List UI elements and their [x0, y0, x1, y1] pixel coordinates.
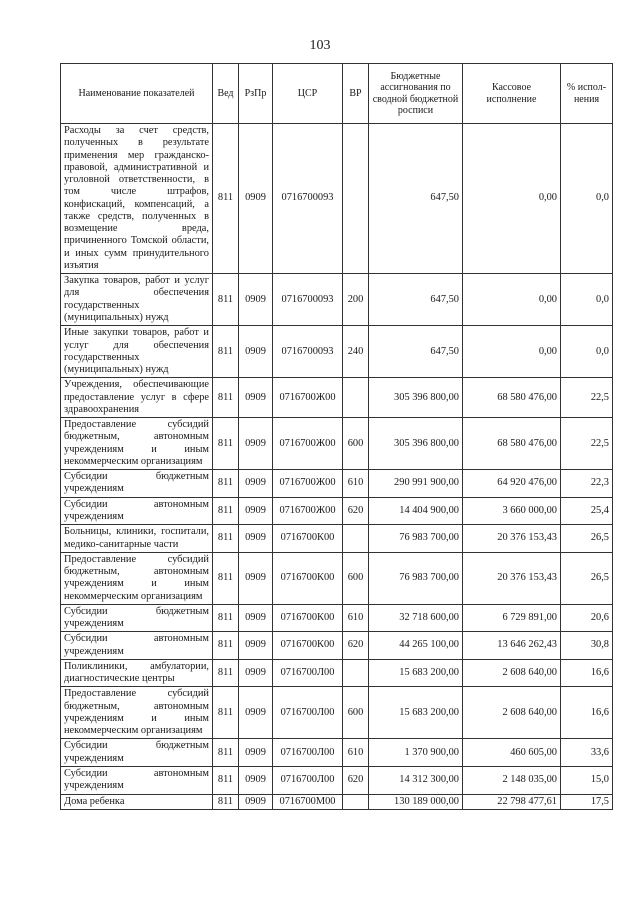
table-row: [61, 470, 613, 498]
row-rzpr: 0909: [239, 659, 273, 687]
row-csr: 0716700Ж00: [273, 378, 343, 418]
row-csr: 0716700Л00: [273, 767, 343, 795]
row-pct: 22,5: [561, 418, 613, 470]
row-ved: 811: [213, 659, 239, 687]
row-rzpr: 0909: [239, 552, 273, 604]
row-name: Закупка товаров, работ и услуг для обеспечения государственных (муниципальных) нужд: [61, 274, 213, 326]
row-name: Учреждения, обеспечивающие предоставление услуг в сфере здравоохранения: [61, 378, 213, 418]
row-rzpr: 0909: [239, 124, 273, 274]
row-ved: 811: [213, 525, 239, 553]
row-name: Иные закупки товаров, работ и услуг для обеспечения государственных (муниципальных) нужд: [61, 326, 213, 378]
row-rzpr: 0909: [239, 378, 273, 418]
row-name: Субсидии автономным учреждениям: [61, 632, 213, 660]
row-cash: 20 376 153,43: [463, 552, 561, 604]
row-rzpr: 0909: [239, 767, 273, 795]
row-pct: 22,3: [561, 470, 613, 498]
row-ved: 811: [213, 124, 239, 274]
row-ved: 811: [213, 497, 239, 525]
row-name: Субсидии бюджетным учреждениям: [61, 739, 213, 767]
row-ved: 811: [213, 739, 239, 767]
row-pct: 30,8: [561, 632, 613, 660]
row-pct: 0,0: [561, 124, 613, 274]
row-cash: 0,00: [463, 124, 561, 274]
row-vr: 610: [343, 739, 369, 767]
row-budget: 647,50: [369, 124, 463, 274]
table-row: [61, 124, 613, 274]
table-row: [61, 525, 613, 553]
row-vr: [343, 659, 369, 687]
row-pct: 20,6: [561, 604, 613, 632]
row-ved: 811: [213, 794, 239, 809]
row-pct: 15,0: [561, 767, 613, 795]
row-rzpr: 0909: [239, 497, 273, 525]
row-budget: 76 983 700,00: [369, 552, 463, 604]
row-ved: 811: [213, 274, 239, 326]
table-body: [61, 124, 613, 810]
row-budget: 14 312 300,00: [369, 767, 463, 795]
row-vr: 200: [343, 274, 369, 326]
table-row: [61, 794, 613, 809]
row-pct: 16,6: [561, 659, 613, 687]
row-ved: 811: [213, 604, 239, 632]
row-rzpr: 0909: [239, 632, 273, 660]
row-budget: 647,50: [369, 326, 463, 378]
row-budget: 76 983 700,00: [369, 525, 463, 553]
row-rzpr: 0909: [239, 604, 273, 632]
row-name: Дома ребенка: [61, 794, 213, 809]
row-budget: 647,50: [369, 274, 463, 326]
row-budget: 15 683 200,00: [369, 659, 463, 687]
row-ved: 811: [213, 552, 239, 604]
row-csr: 0716700К00: [273, 525, 343, 553]
row-pct: 17,5: [561, 794, 613, 809]
row-vr: [343, 525, 369, 553]
row-pct: 22,5: [561, 378, 613, 418]
row-name: Субсидии бюджетным учреждениям: [61, 470, 213, 498]
row-cash: 0,00: [463, 326, 561, 378]
row-rzpr: 0909: [239, 326, 273, 378]
row-name: Субсидии бюджетным учреждениям: [61, 604, 213, 632]
row-cash: 22 798 477,61: [463, 794, 561, 809]
row-vr: [343, 124, 369, 274]
row-rzpr: 0909: [239, 739, 273, 767]
row-budget: 290 991 900,00: [369, 470, 463, 498]
table-header-row: [61, 64, 613, 124]
row-pct: 26,5: [561, 525, 613, 553]
row-csr: 0716700М00: [273, 794, 343, 809]
row-cash: 2 148 035,00: [463, 767, 561, 795]
row-rzpr: 0909: [239, 274, 273, 326]
row-cash: 460 605,00: [463, 739, 561, 767]
row-budget: 305 396 800,00: [369, 418, 463, 470]
table-row: [61, 767, 613, 795]
row-csr: 0716700Ж00: [273, 418, 343, 470]
row-cash: 68 580 476,00: [463, 418, 561, 470]
row-ved: 811: [213, 687, 239, 739]
table-row: [61, 552, 613, 604]
table-row: [61, 418, 613, 470]
row-cash: 3 660 000,00: [463, 497, 561, 525]
header-rzpr: РзПр: [239, 64, 273, 124]
page-number: 103: [309, 38, 331, 53]
row-csr: 0716700093: [273, 124, 343, 274]
table-row: [61, 604, 613, 632]
row-ved: 811: [213, 632, 239, 660]
row-rzpr: 0909: [239, 470, 273, 498]
row-vr: 610: [343, 604, 369, 632]
table-row: [61, 659, 613, 687]
row-ved: 811: [213, 767, 239, 795]
row-pct: 26,5: [561, 552, 613, 604]
row-csr: 0716700К00: [273, 552, 343, 604]
row-cash: 13 646 262,43: [463, 632, 561, 660]
row-cash: 68 580 476,00: [463, 378, 561, 418]
row-budget: 15 683 200,00: [369, 687, 463, 739]
row-budget: 14 404 900,00: [369, 497, 463, 525]
table-row: [61, 497, 613, 525]
table-row: [61, 632, 613, 660]
row-ved: 811: [213, 418, 239, 470]
row-ved: 811: [213, 470, 239, 498]
row-cash: 2 608 640,00: [463, 659, 561, 687]
row-cash: 64 920 476,00: [463, 470, 561, 498]
row-csr: 0716700Л00: [273, 687, 343, 739]
header-pct: % испол-нения: [561, 64, 613, 124]
row-ved: 811: [213, 326, 239, 378]
row-cash: 2 608 640,00: [463, 687, 561, 739]
row-csr: 0716700Ж00: [273, 497, 343, 525]
row-cash: 20 376 153,43: [463, 525, 561, 553]
row-vr: 600: [343, 552, 369, 604]
header-vr: ВР: [343, 64, 369, 124]
row-cash: 0,00: [463, 274, 561, 326]
table-row: [61, 378, 613, 418]
row-name: Предоставление субсидий бюджетным, автономным учреждениям и иным некоммерческим организациям: [61, 418, 213, 470]
row-cash: 6 729 891,00: [463, 604, 561, 632]
row-vr: 620: [343, 767, 369, 795]
row-csr: 0716700093: [273, 274, 343, 326]
row-csr: 0716700К00: [273, 632, 343, 660]
row-pct: 0,0: [561, 326, 613, 378]
row-vr: 620: [343, 497, 369, 525]
table-row: [61, 326, 613, 378]
row-csr: 0716700Ж00: [273, 470, 343, 498]
row-rzpr: 0909: [239, 525, 273, 553]
row-csr: 0716700К00: [273, 604, 343, 632]
row-vr: 610: [343, 470, 369, 498]
row-rzpr: 0909: [239, 687, 273, 739]
row-vr: [343, 794, 369, 809]
row-pct: 16,6: [561, 687, 613, 739]
row-name: Субсидии автономным учреждениям: [61, 767, 213, 795]
row-vr: 620: [343, 632, 369, 660]
row-budget: 44 265 100,00: [369, 632, 463, 660]
table-row: [61, 274, 613, 326]
row-rzpr: 0909: [239, 418, 273, 470]
table-row: [61, 687, 613, 739]
header-cash: Кассовое исполнение: [463, 64, 561, 124]
row-name: Предоставление субсидий бюджетным, автономным учреждениям и иным некоммерческим организациям: [61, 552, 213, 604]
row-name: Поликлиники, амбулатории, диагностические центры: [61, 659, 213, 687]
row-budget: 32 718 600,00: [369, 604, 463, 632]
row-budget: 130 189 000,00: [369, 794, 463, 809]
row-csr: 0716700093: [273, 326, 343, 378]
header-budget: Бюджетные ассигнования по сводной бюджетной росписи: [369, 64, 463, 124]
row-csr: 0716700Л00: [273, 659, 343, 687]
row-name: Больницы, клиники, госпитали, медико-санитарные части: [61, 525, 213, 553]
row-ved: 811: [213, 378, 239, 418]
row-vr: 600: [343, 687, 369, 739]
row-vr: 600: [343, 418, 369, 470]
row-pct: 25,4: [561, 497, 613, 525]
header-ved: Вед: [213, 64, 239, 124]
row-name: Расходы за счет средств, полученных в результате применения мер гражданско-правовой, административной и уголовной ответственности, в том числе штрафов, конфискаций, компенсаций, а также средств, полученных в возмещение вреда, причиненного Томской области, и иных сумм принудительного изъятия: [61, 124, 213, 274]
row-rzpr: 0909: [239, 794, 273, 809]
row-vr: 240: [343, 326, 369, 378]
row-name: Предоставление субсидий бюджетным, автономным учреждениям и иным некоммерческим организациям: [61, 687, 213, 739]
header-name: Наименование показателей: [61, 64, 213, 124]
row-csr: 0716700Л00: [273, 739, 343, 767]
row-budget: 305 396 800,00: [369, 378, 463, 418]
header-csr: ЦСР: [273, 64, 343, 124]
row-pct: 0,0: [561, 274, 613, 326]
row-budget: 1 370 900,00: [369, 739, 463, 767]
row-vr: [343, 378, 369, 418]
table-row: [61, 739, 613, 767]
row-pct: 33,6: [561, 739, 613, 767]
budget-execution-table: [60, 63, 613, 810]
row-name: Субсидии автономным учреждениям: [61, 497, 213, 525]
